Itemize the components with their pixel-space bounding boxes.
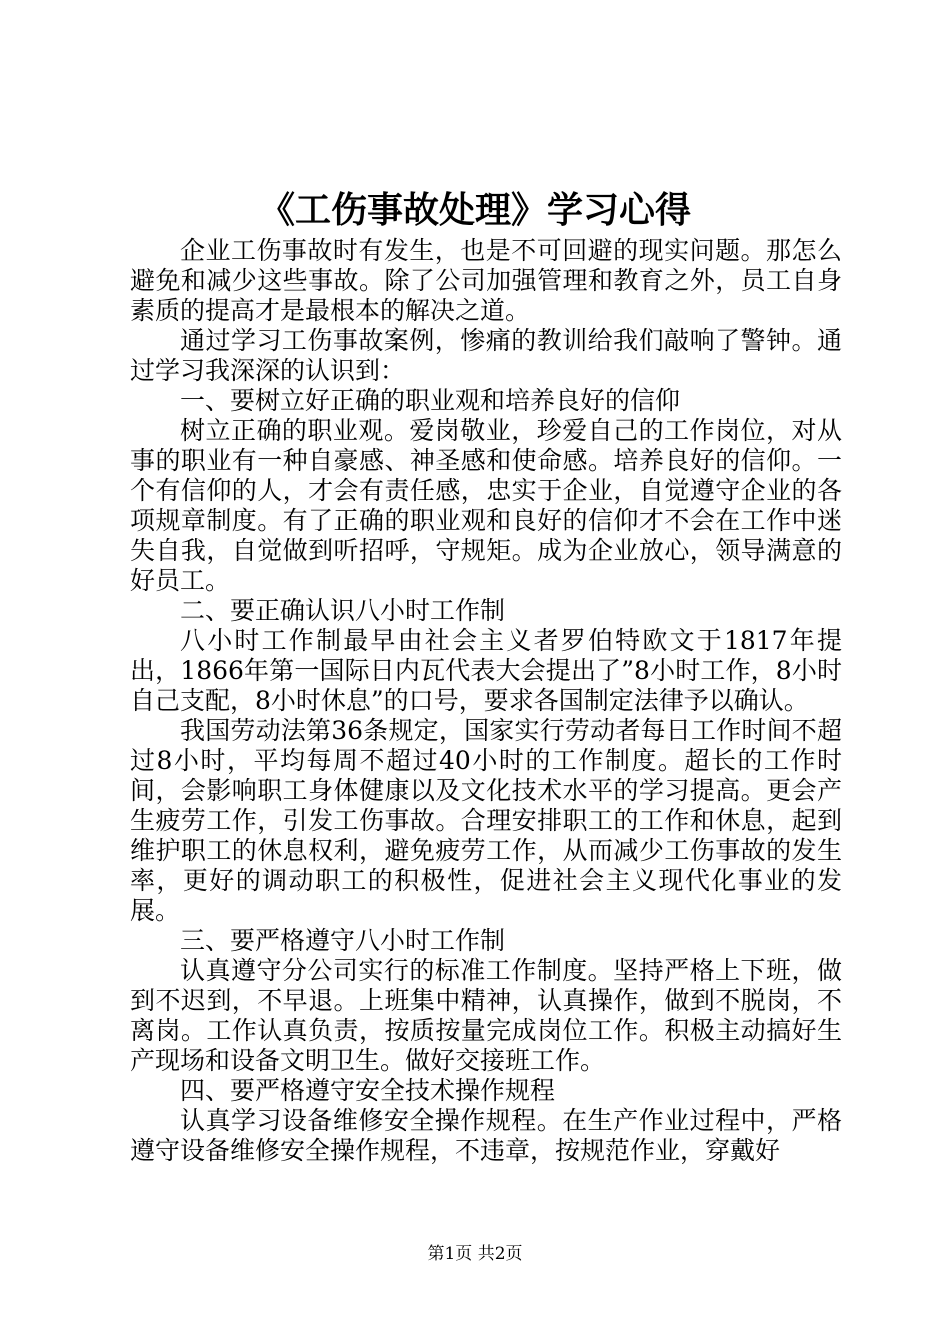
- paragraph: 通过学习工伤事故案例，惨痛的教训给我们敲响了警钟。通过学习我深深的认识到：: [130, 326, 842, 385]
- page-footer: 第1页 共2页: [427, 1244, 523, 1264]
- paragraph: 认真学习设备维修安全操作规程。在生产作业过程中，严格遵守设备维修安全操作规程，不违章，按规范作业，穿戴好: [130, 1106, 842, 1165]
- section-heading: 四、要严格遵守安全技术操作规程: [180, 1076, 556, 1105]
- section-heading: 三、要严格遵守八小时工作制: [180, 926, 506, 955]
- paragraph: 八小时工作制最早由社会主义者罗伯特欧文于1817年提出，1866年第一国际日内瓦代表大会提出了”8小时工作，8小时自己支配，8小时休息”的口号，要求各国制定法律予以确认。: [130, 626, 842, 715]
- document-body: [130, 236, 842, 1166]
- paragraph: 企业工伤事故时有发生，也是不可回避的现实问题。那怎么避免和减少这些事故。除了公司加强管理和教育之外，员工自身素质的提高才是最根本的解决之道。: [130, 236, 842, 325]
- page-title: 《工伤事故处理》学习心得: [258, 189, 691, 231]
- paragraph: 我国劳动法第36条规定，国家实行劳动者每日工作时间不超过8小时，平均每周不超过40小时的工作制度。超长的工作时间，会影响职工身体健康以及文化技术水平的学习提高。更会产生疲劳工作，引发工伤事故。合理安排职工的工作和休息，起到维护职工的休息权利，避免疲劳工作，从而减少工伤事故的发生率，更好的调动职工的积极性，促进社会主义现代化事业的发展。: [130, 716, 842, 925]
- paragraph: 认真遵守分公司实行的标准工作制度。坚持严格上下班，做到不迟到，不早退。上班集中精神，认真操作，做到不脱岗，不离岗。工作认真负责，按质按量完成岗位工作。积极主动搞好生产现场和设备文明卫生。做好交接班工作。: [130, 956, 842, 1075]
- paragraph: 树立正确的职业观。爱岗敬业，珍爱自己的工作岗位，对从事的职业有一种自豪感、神圣感和使命感。培养良好的信仰。一个有信仰的人，才会有责任感，忠实于企业，自觉遵守企业的各项规章制度。有了正确的职业观和良好的信仰才不会在工作中迷失自我，自觉做到听招呼，守规矩。成为企业放心，领导满意的好员工。: [130, 416, 842, 595]
- section-heading: 一、要树立好正确的职业观和培养良好的信仰: [180, 386, 681, 415]
- section-heading: 二、要正确认识八小时工作制: [180, 596, 506, 625]
